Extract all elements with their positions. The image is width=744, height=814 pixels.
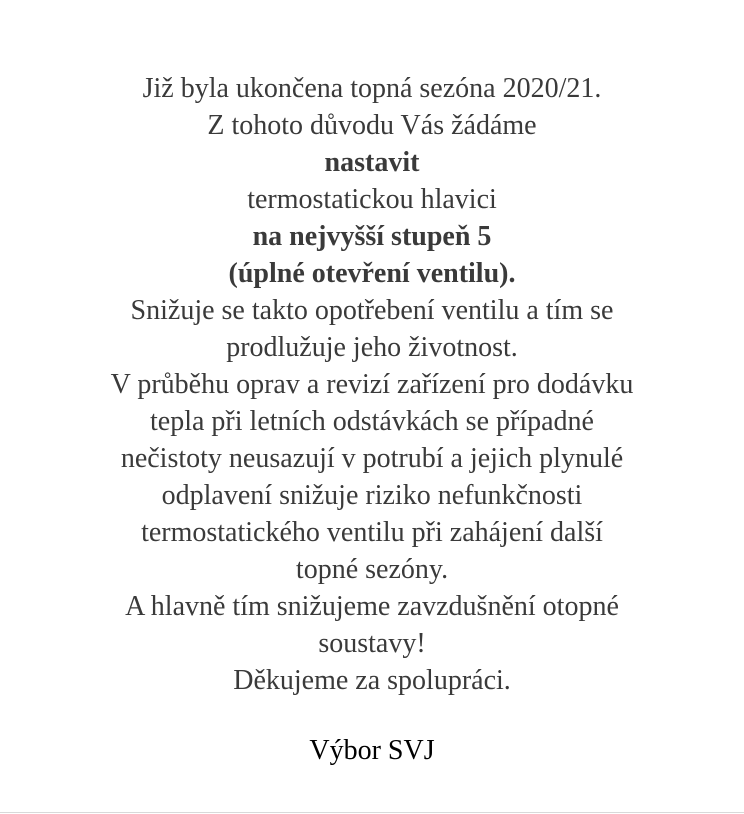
signature: Výbor SVJ bbox=[309, 735, 435, 766]
notice-line-thanks: Děkujeme za spolupráci. bbox=[233, 665, 511, 696]
notice-text bbox=[0, 70, 744, 699]
notice-line-set: nastavit bbox=[324, 147, 420, 178]
notice-line-season-ended: Již byla ukončena topná sezóna 2020/21. bbox=[142, 73, 602, 104]
notice-line-impurities: nečistoty neusazují v potrubí a jejich plynulé bbox=[120, 443, 624, 474]
notice-line-repairs: V průběhu oprav a revizí zařízení pro dodávku bbox=[110, 369, 634, 400]
notice-line-air-reduction: A hlavně tím snižujeme zavzdušnění otopné bbox=[125, 591, 619, 622]
notice-line-highest-level: na nejvyšší stupeň 5 bbox=[252, 221, 492, 252]
bottom-divider bbox=[0, 812, 744, 813]
notice-line-request: Z tohoto důvodu Vás žádáme bbox=[207, 110, 537, 141]
notice-line-next-season: topné sezóny. bbox=[295, 554, 449, 585]
notice-line-lifetime: prodlužuje jeho životnost. bbox=[226, 332, 518, 363]
notice-line-system: soustavy! bbox=[318, 628, 426, 659]
notice-line-flushing: odplavení snižuje riziko nefunkčnosti bbox=[161, 480, 583, 511]
notice-line-valve-start: termostatického ventilu při zahájení další bbox=[141, 517, 603, 548]
notice-line-thermostat-head: termostatickou hlavici bbox=[247, 184, 497, 215]
notice-line-valve-open: (úplné otevření ventilu). bbox=[228, 258, 516, 289]
notice-line-wear: Snižuje se takto opotřebení ventilu a tím se bbox=[130, 295, 614, 326]
notice-line-summer-shutdowns: tepla při letních odstávkách se případné bbox=[150, 406, 594, 437]
